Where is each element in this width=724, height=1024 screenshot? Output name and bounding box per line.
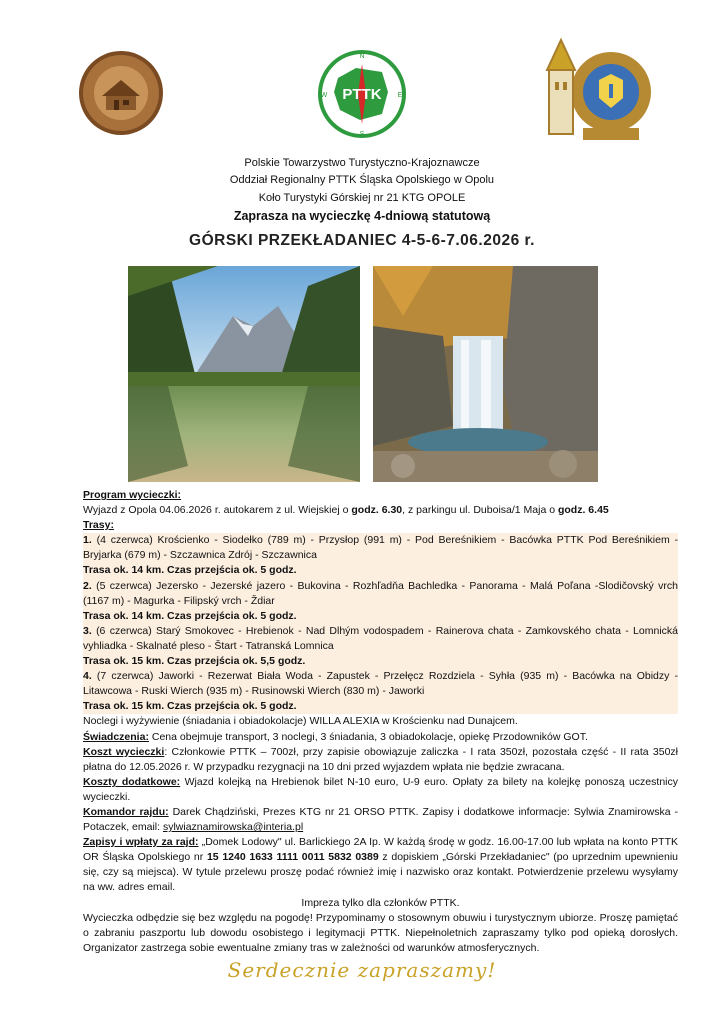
cost-info: Koszt wycieczki: Członkowie PTTK – 700zł, przy zapisie obowiązuje zaliczka - I rata 350zł, pozostała część - II rata 350zł płatna do 12.05.2026 r. W przypadku rezygnacji na 10 dni przed wyjazdem wpłata nie będzie zwracana. <box>83 745 678 773</box>
bank-account-number: 15 1240 1633 1111 0011 5832 0389 <box>206 851 379 864</box>
svg-text:N: N <box>359 53 365 60</box>
route-item: 4. (7 czerwca) Jaworki - Rezerwat Biała Woda - Zapustek - Przełęcz Rozdziela - Syhła (935 m) - Bacówka na Obidzy - Litawcowa - Ruski Wierch (935 m) - Rusinowski Wierch (830 m) - Jaworki <box>83 670 678 698</box>
route-summary: Trasa ok. 14 km. Czas przejścia ok. 5 godz. <box>83 609 297 622</box>
mountain-lake-photo <box>128 266 360 482</box>
members-only-note: Impreza tylko dla członków PTTK. <box>301 896 460 909</box>
routes-list <box>83 533 678 714</box>
pttk-opole-medallion-logo <box>78 50 164 136</box>
waterfall-photo <box>373 266 598 482</box>
svg-text:S: S <box>359 131 365 138</box>
closing-invitation: Serdecznie zapraszamy! <box>227 958 497 982</box>
commander-info: Komandor rajdu: Darek Chądziński, Prezes KTG nr 21 ORSO PTTK. Zapisy i dodatkowe informacje: Sylwia Znamirowska - Potaczek, email: sylwiaznamirowska@interia.pl <box>83 805 678 834</box>
svg-text:W: W <box>320 92 328 99</box>
org-name-line2: Oddział Regionalny PTTK Śląska Opolskiego w Opolu <box>229 174 495 186</box>
registration-info: Zapisy i wpłaty za rajd: „Domek Lodowy" ul. Barlickiego 2A Ip. W każdą środę w godz. 16.00-17.00 lub wpłata na konto PTTK OR Śląska Opolskiego nr 15 1240 1633 1111 0011 5832 0389 z dopiskiem „Górski Przekładaniec" (po uprzednim upewnieniu się, czy są miejsca). W tytule przelewu proszę podać również imię i nazwisko oraz kontakt. Potwierdzenie przelewu wysyłamy na ww. adres email. <box>83 836 678 894</box>
route-summary: Trasa ok. 15 km. Czas przejścia ok. 5,5 godz. <box>83 655 306 668</box>
route-item: 1. (4 czerwca) Krościenko - Siodełko (789 m) - Przysłop (991 m) - Pod Bereśnikiem - Bacówka PTTK Pod Bereśnikiem - Bryjarka (679 m) - Szczawnica Zdrój - Szczawnica <box>83 534 678 562</box>
invitation-line: Zaprasza na wycieczkę 4-dniową statutową <box>233 209 491 223</box>
lodging-info: Noclegi i wyżywienie (śniadania i obiadokolacje) WILLA ALEXIA w Krościenku nad Dunajcem. <box>83 715 518 728</box>
ktg-opole-tower-logo <box>543 34 653 144</box>
pttk-logo-text: PTTK <box>342 86 382 103</box>
org-name-line3: Koło Turystyki Górskiej nr 21 KTG OPOLE <box>258 192 466 204</box>
svg-text:E: E <box>397 92 403 99</box>
trip-details <box>83 488 678 956</box>
route-summary: Trasa ok. 15 km. Czas przejścia ok. 5 godz. <box>83 700 297 713</box>
extra-costs-info: Koszty dodatkowe: Wjazd kolejką na Hrebienok bilet N-10 euro, U-9 euro. Opłaty za bilety na kolejkę ponoszą uczestnicy wycieczki. <box>83 775 678 803</box>
route-item: 3. (6 czerwca) Starý Smokovec - Hrebienok - Nad Dlhým vodospadem - Rainerova chata - Zamkovského chata - Lomnická vyhliadka - Skalnaté pleso - Štart - Tatranská Lomnica <box>83 624 678 652</box>
route-item: 2. (5 czerwca) Jezersko - Jezerské jazero - Bukovina - Rozhľadňa Bachledka - Panorama - Malá Poľana -Slodičovský vrch (1167 m) - Magurka - Filipský vrch - Ždiar <box>83 579 678 607</box>
program-heading: Program wycieczki: <box>83 489 182 501</box>
route-summary: Trasa ok. 14 km. Czas przejścia ok. 5 godz. <box>83 564 297 577</box>
general-notes: Wycieczka odbędzie się bez względu na pogodę! Przypominamy o stosownym obuwiu i turystycznym ubiorze. Proszę pamiętać o zabraniu paszportu lub dowodu osobistego i legitymacji PTTK. Niepełnoletnich zapraszamy tylko pod opieką dorosłych. Organizator zastrzega sobie ewentualne zmiany tras w zależności od warunków atmosferycznych. <box>83 911 678 954</box>
departure-info: Wyjazd z Opola 04.06.2026 r. autokarem z ul. Wiejskiej o godz. 6.30, z parkingu ul. Duboisa/1 Maja o godz. 6.45 <box>83 504 609 517</box>
org-name-line1: Polskie Towarzystwo Turystyczno-Krajoznawcze <box>244 157 480 169</box>
trip-title: GÓRSKI PRZEKŁADANIEC 4-5-6-7.06.2026 r. <box>189 232 535 249</box>
pttk-logo <box>316 48 408 140</box>
email-link[interactable]: sylwiaznamirowska@interia.pl <box>162 821 304 834</box>
routes-heading: Trasy: <box>83 519 114 532</box>
services-info: Świadczenia: Cena obejmuje transport, 3 noclegi, 3 śniadania, 3 obiadokolacje, opiekę Przodowników GOT. <box>83 730 588 743</box>
